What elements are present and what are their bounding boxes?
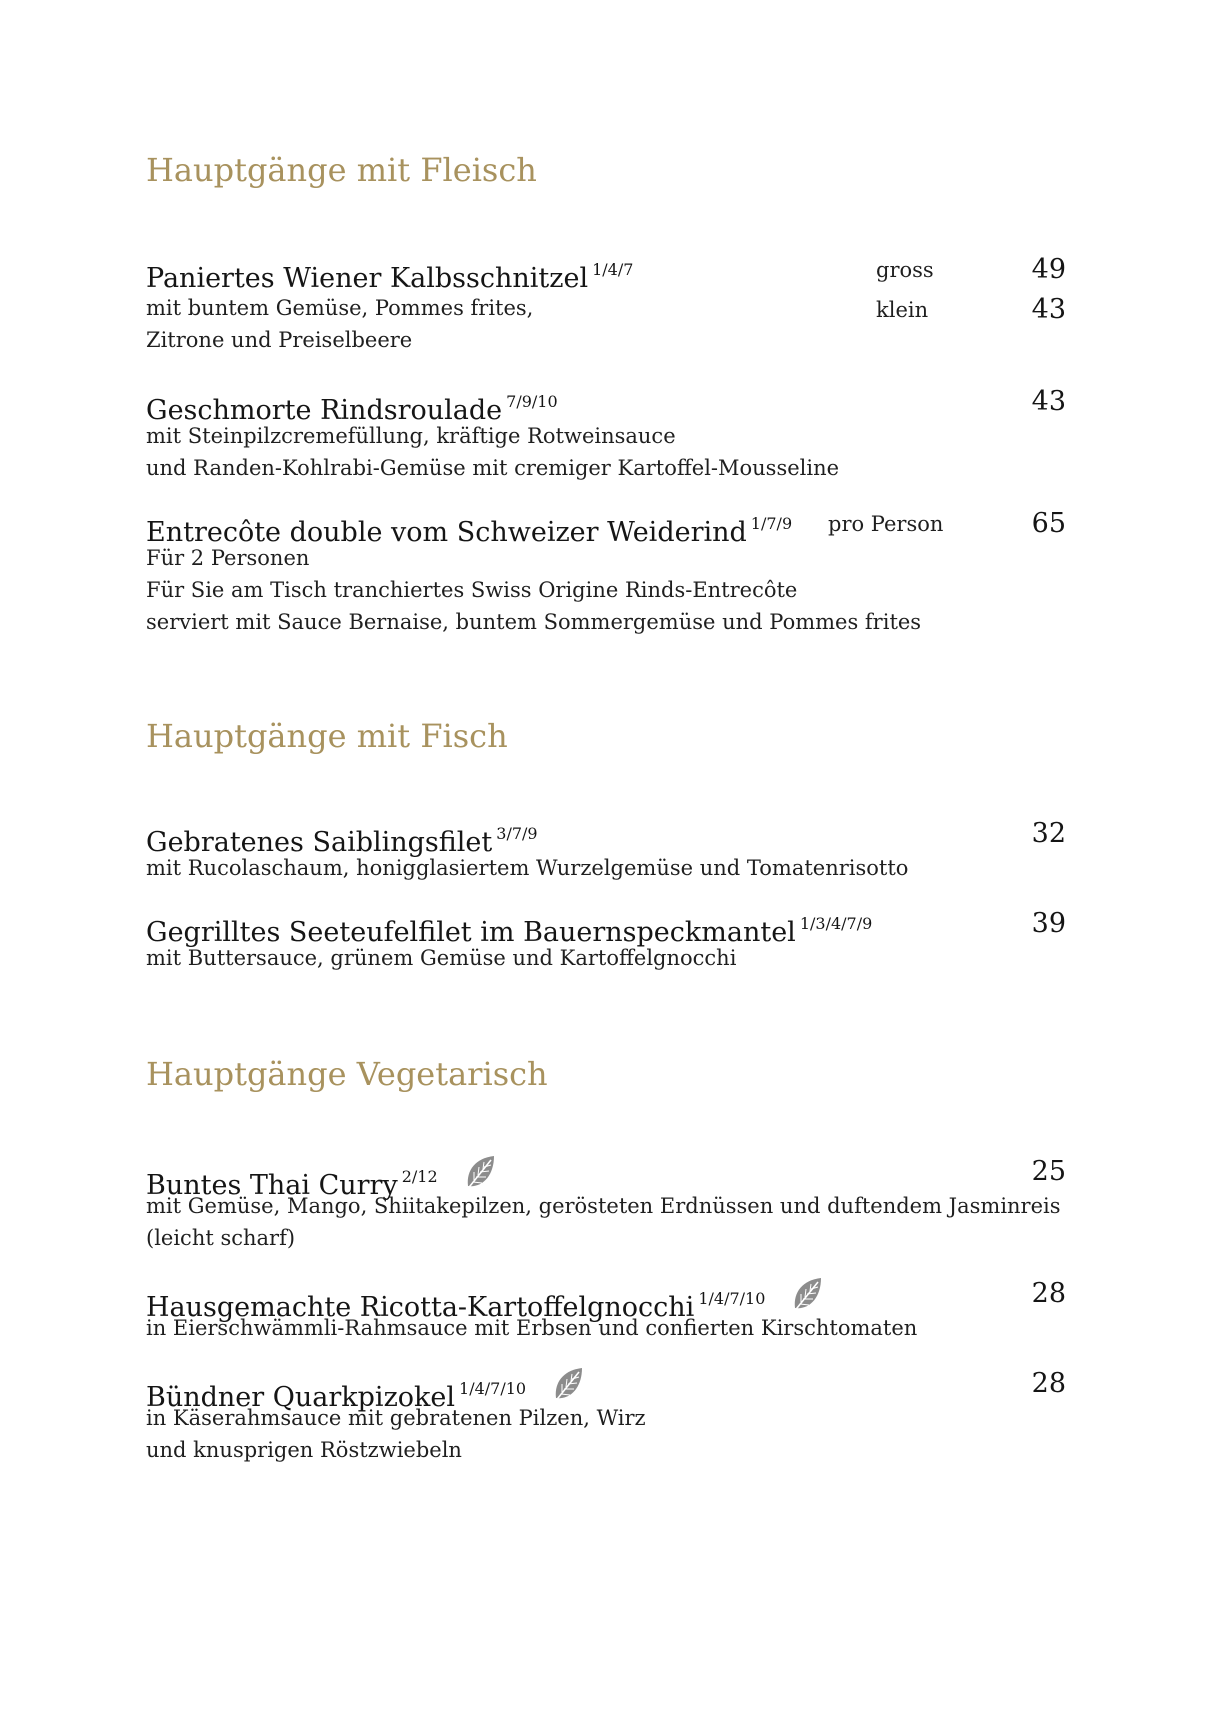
section-title-fleisch: Hauptgänge mit Fleisch [146, 151, 537, 189]
allergen-codes: 2/12 [401, 1167, 438, 1186]
dish-description: Zitrone und Preiselbeere [146, 328, 413, 352]
section-title-vegetarisch: Hauptgänge Vegetarisch [146, 1055, 548, 1093]
price-gross: 49 [1031, 254, 1066, 285]
dish-thai-curry [146, 1154, 1066, 1254]
dish-name: Gebratenes Saiblingsfilet $^{3/7/9}$ [146, 824, 538, 858]
dish-description: mit Rucolaschaum, honigglasiertem Wurzelgemüse und Tomatenrisotto [146, 856, 909, 880]
price-klein: 43 [1031, 294, 1066, 325]
size-label-gross: gross [876, 258, 934, 282]
allergen-codes: 1/7/9 [750, 514, 793, 533]
dish-name: Paniertes Wiener Kalbsschnitzel $^{1/4/7}$ [146, 260, 634, 294]
allergen-codes: 3/7/9 [496, 824, 538, 843]
dish-description: Für 2 Personen [146, 546, 310, 570]
dish-description: mit Buttersauce, grünem Gemüse und Kartoffelgnocchi [146, 946, 737, 970]
dish-description: und knusprigen Röstzwiebeln [146, 1438, 462, 1462]
dish-description: und Randen-Kohlrabi-Gemüse mit cremiger Kartoffel-Mousseline [146, 456, 840, 480]
price: 28 [1031, 1278, 1066, 1309]
dish-saiblingsfilet [146, 816, 1066, 884]
dish-rindsroulade [146, 384, 1066, 484]
dish-description: serviert mit Sauce Bernaise, buntem Sommergemüse und Pommes frites [146, 610, 922, 634]
price: 25 [1031, 1156, 1066, 1187]
size-label-pro-person: pro Person [828, 512, 944, 536]
allergen-codes: 1/3/4/7/9 [799, 914, 873, 933]
dish-name: Gegrilltes Seeteufelfilet im Bauernspeckmantel $^{1/3/4/7/9}$ [146, 914, 873, 948]
price: 39 [1031, 908, 1066, 939]
dish-description: in Käserahmsauce mit gebratenen Pilzen, Wirz [146, 1406, 646, 1430]
dish-description: Für Sie am Tisch tranchiertes Swiss Origine Rinds-Entrecôte [146, 578, 798, 602]
dish-seeteufelfilet [146, 906, 1066, 974]
price: 43 [1031, 386, 1066, 417]
allergen-codes: 1/4/7 [592, 260, 634, 279]
section-title-fisch: Hauptgänge mit Fisch [146, 717, 508, 755]
dish-description: mit Gemüse, Mango, Shiitakepilzen, gerösteten Erdnüssen und duftendem Jasminreis [146, 1194, 1061, 1218]
dish-name: Geschmorte Rindsroulade $^{7/9/10}$ [146, 392, 558, 426]
dish-name: Bündner Quarkpizokel $^{1/4/7/10}$ [146, 1366, 1066, 1402]
dish-name: Buntes Thai Curry $^{2/12}$ [146, 1154, 1066, 1190]
dish-quarkpizokel [146, 1366, 1066, 1466]
dish-ricotta-gnocchi [146, 1276, 1066, 1344]
dish-name: Hausgemachte Ricotta-Kartoffelgnocchi $^{1/4/7/10}$ [146, 1276, 1066, 1312]
dish-kalbsschnitzel [146, 252, 1066, 356]
dish-description: mit buntem Gemüse, Pommes frites, [146, 296, 534, 320]
dish-entrecote [146, 506, 1066, 638]
price: 28 [1031, 1368, 1066, 1399]
price: 32 [1031, 818, 1066, 849]
allergen-codes: 1/4/7/10 [459, 1379, 527, 1398]
allergen-codes: 1/4/7/10 [698, 1289, 766, 1308]
dish-description: (leicht scharf) [146, 1226, 296, 1250]
allergen-codes: 7/9/10 [506, 392, 558, 411]
dish-name: Entrecôte double vom Schweizer Weiderind $^{1/7/9}$ [146, 514, 793, 548]
dish-description: mit Steinpilzcremefüllung, kräftige Rotweinsauce [146, 424, 676, 448]
size-label-klein: klein [876, 298, 929, 322]
dish-description: in Eierschwämmli-Rahmsauce mit Erbsen und confierten Kirschtomaten [146, 1316, 918, 1340]
price: 65 [1031, 508, 1066, 539]
